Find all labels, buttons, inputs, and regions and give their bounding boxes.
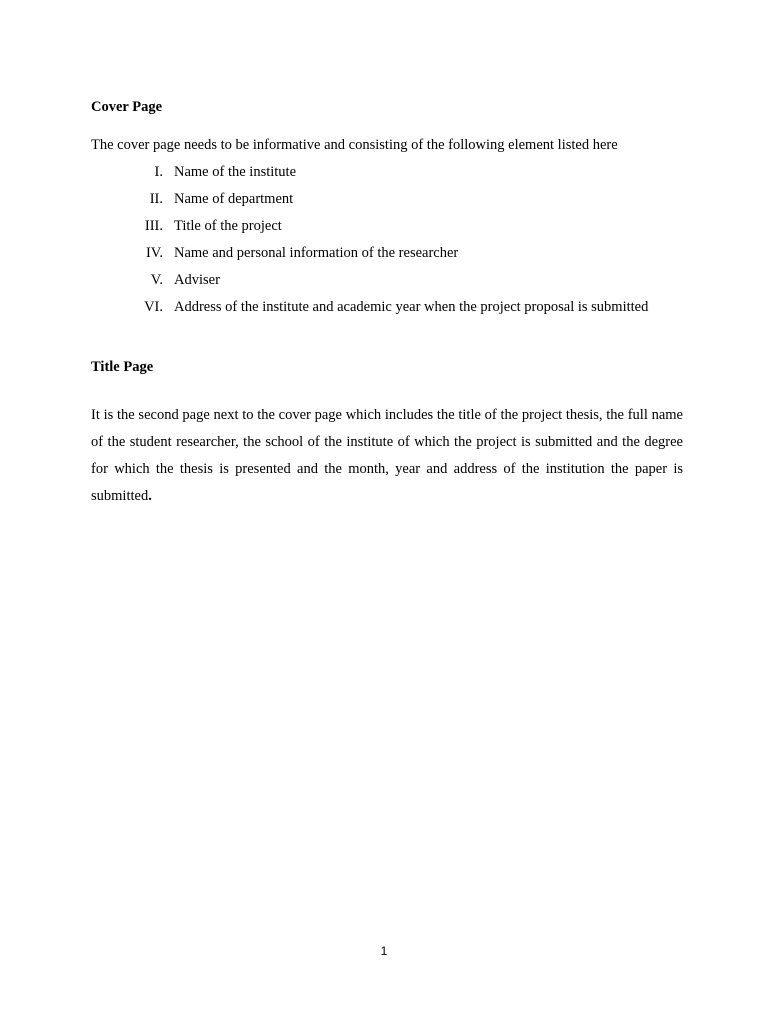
list-item — [91, 190, 691, 217]
list-numeral: I. — [154, 164, 163, 180]
list-numeral: IV. — [145, 245, 163, 261]
title-page-paragraph — [91, 402, 683, 510]
list-numeral: II. — [149, 191, 163, 207]
list-item-text: Name of the institute — [174, 164, 297, 180]
list-item-text: Name of department — [174, 191, 294, 207]
list-numeral: III. — [144, 218, 163, 234]
list-item-text: Title of the project — [174, 218, 282, 234]
list-item — [91, 298, 691, 325]
list-item — [91, 244, 691, 271]
title-page-paragraph-text: It is the second page next to the cover page which includes the title of the project thesis, the full name of the student researcher, the school of the institute of which the project is submitted and the degree for which the thesis is presented and the month, year and address of the institution the paper is submitted — [91, 407, 683, 504]
list-item-text: Address of the institute and academic year when the project proposal is submitted — [174, 299, 649, 315]
list-item-text: Adviser — [174, 272, 220, 288]
cover-page-element-list — [91, 163, 691, 325]
title-page-heading: Title Page — [91, 359, 154, 375]
title-page-paragraph-period: . — [148, 488, 152, 504]
list-item-text: Name and personal information of the researcher — [174, 245, 459, 261]
cover-page-heading: Cover Page — [91, 99, 162, 115]
cover-page-intro: The cover page needs to be informative and consisting of the following element listed here — [91, 137, 618, 153]
list-item — [91, 271, 691, 298]
list-item — [91, 217, 691, 244]
list-item — [91, 163, 691, 190]
list-numeral: VI. — [144, 299, 163, 315]
page-number: 1 — [380, 944, 388, 958]
list-numeral: V. — [150, 272, 163, 288]
